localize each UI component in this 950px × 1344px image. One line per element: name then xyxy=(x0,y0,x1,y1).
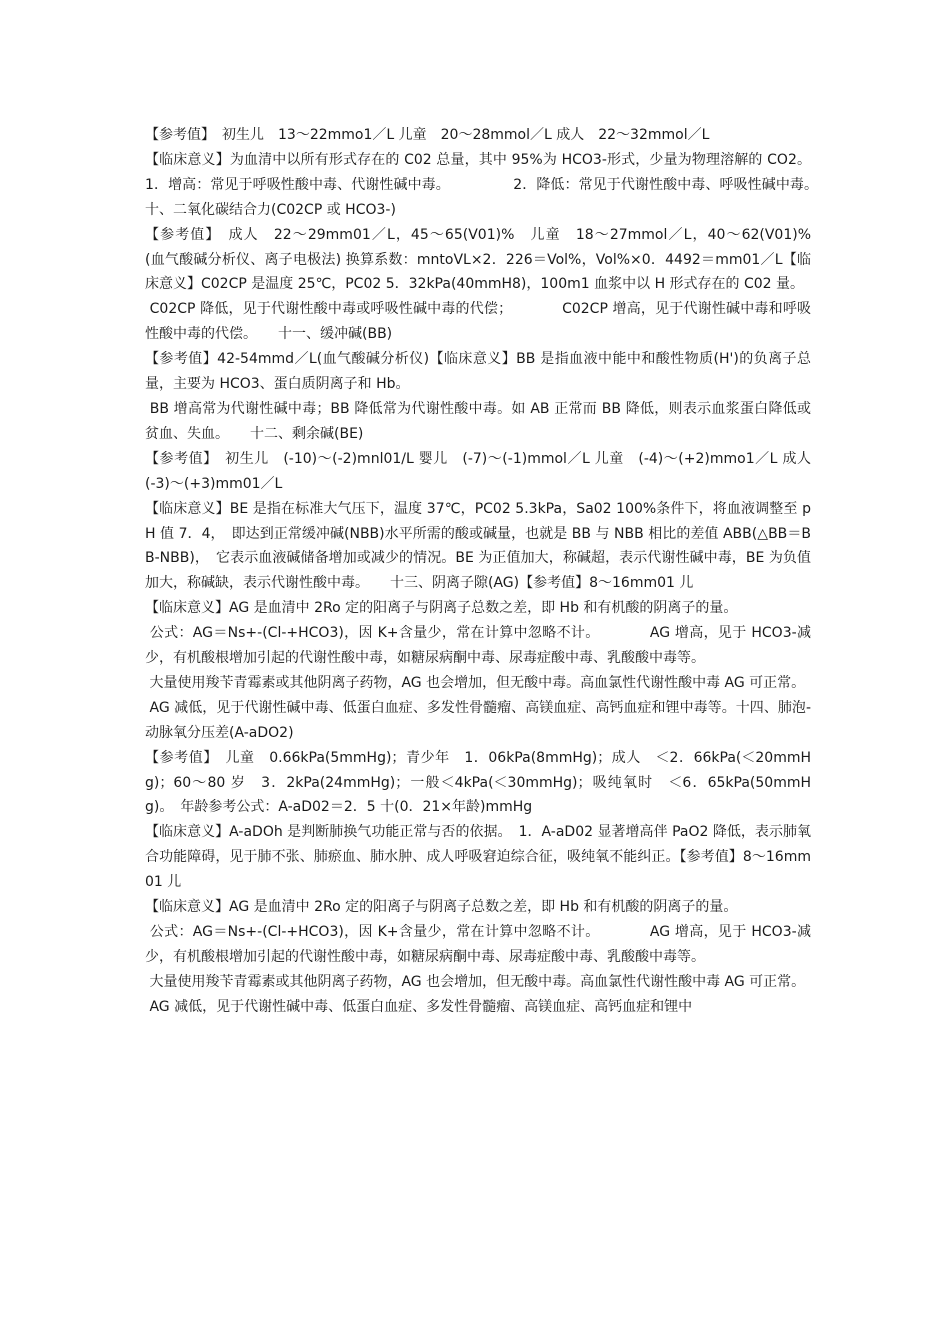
paragraph-bb-changes: BB 增高常为代谢性碱中毒；BB 降低常为代谢性酸中毒。如 AB 正常而 BB 降低，则表示血浆蛋白降低或贫血、失血。 十二、剩余碱(BE) xyxy=(145,400,811,442)
paragraph-co2cp-changes: C02CP 降低，见于代谢性酸中毒或呼吸性碱中毒的代偿； C02CP 增高，见于代谢性碱中毒和呼吸性酸中毒的代偿。 十一、缓冲碱(BB) xyxy=(145,301,812,343)
paragraph-ref-value-bb: 【参考值】42-54mmd／L(血气酸碱分析仪)【临床意义】BB 是指血液中能中和酸性物质(H')的负离子总量，主要为 HCO3、蛋白质阴离子和 Hb。 xyxy=(145,351,811,393)
paragraph-ref-value-be: 【参考值】 初生儿 (-10)～(-2)mnl01/L 婴儿 (-7)～(-1)mmol／L 儿童 (-4)～(+2)mmo1／L 成人 (-3)～(+3)mm01／L xyxy=(145,450,825,492)
paragraph-clinical-significance-ag: 【临床意义】AG 是血清中 2Ro 定的阳离子与阴离子总数之差，即 Hb 和有机酸的阴离子的量。 xyxy=(145,600,738,617)
paragraph-ref-value-co2cp: 【参考值】 成人 22～29mm01／L，45～65(V01)% 儿童 18～27mmol／L，40～62(V01)% (血气酸碱分析仪、离子电极法) 换算系数：mntoVL×2．226＝Vol%，Vol%×0．4492＝mm01／L【临床意义】C02CP 是温度 25℃，PC02 5．32kPa(40mmH8)，100m1 血浆中以 H 形式存在的 C02 量。 xyxy=(145,226,825,293)
paragraph-ag-decrease-repeat: AG 减低，见于代谢性碱中毒、低蛋白血症、多发性骨髓瘤、高镁血症、高钙血症和锂中 xyxy=(145,998,693,1015)
paragraph-ref-value-aado2: 【参考值】 儿童 0.66kPa(5mmHg)；青少年 1．06kPa(8mmHg)；成人 ＜2．66kPa(＜20mmHg)；60～80 岁 3．2kPa(24mmHg)；一般＜4kPa(＜30mmHg)；吸纯氧时 ＜6．65kPa(50mmHg)。 年龄参考公式：A-aD02＝2．5 十(0．21×年龄)mmHg xyxy=(145,749,811,816)
paragraph-clinical-significance-aado2: 【临床意义】A-aDOh 是判断肺换气功能正常与否的依据。 1．A-aD02 显著增高伴 PaO2 降低，表示肺氧合功能障碍，见于肺不张、肺瘀血、肺水肿、成人呼吸窘迫综合征，吸纯氧不能纠正。【参考值】8～16mm01 儿 xyxy=(145,824,811,891)
paragraph-ref-value-co2: 【参考值】 初生儿 13～22mmo1／L 儿童 20～28mmol／L 成人 22～32mmol／L xyxy=(145,127,710,143)
paragraph-ag-decrease: AG 减低，见于代谢性碱中毒、低蛋白血症、多发性骨髓瘤、高镁血症、高钙血症和锂中毒等。十四、肺泡-动脉氧分压差(A-aDO2) xyxy=(145,699,811,741)
paragraph-ag-drugs: 大量使用羧苄青霉素或其他阴离子药物，AG 也会增加，但无酸中毒。高血氯性代谢性酸中毒 AG 可正常。 xyxy=(145,674,806,691)
paragraph-ag-drugs-repeat: 大量使用羧苄青霉素或其他阴离子药物，AG 也会增加，但无酸中毒。高血氯性代谢性酸中毒 AG 可正常。 xyxy=(145,973,806,990)
paragraph-ag-formula-repeat: 公式：AG＝Ns+-(Cl-+HCO3)，因 K+含量少，常在计算中忽略不计。 AG 增高，见于 HCO3-减少，有机酸根增加引起的代谢性酸中毒，如糖尿病酮中毒、尿毒症酸中毒、乳酸酸中毒等。 xyxy=(145,924,811,965)
paragraph-clinical-significance-co2: 【临床意义】为血清中以所有形式存在的 C02 总量，其中 95%为 HCO3-形式，少量为物理溶解的 CO2。1．增高：常见于呼吸性酸中毒、代谢性碱中毒。 2．降低：常见于代谢性酸中毒、呼吸性碱中毒。 十、二氧化碳结合力(C02CP 或 HCO3-) xyxy=(145,151,853,218)
paragraph-clinical-significance-be: 【临床意义】BE 是指在标准大气压下，温度 37℃，PC02 5.3kPa，Sa02 100%条件下，将血液调整至 pH 值 7．4， 即达到正常缓冲碱(NBB)水平所需的酸或碱量，也就是 BB 与 NBB 相比的差值 ABB(△BB＝BB-NBB)， 它表示血液碱储备增加或减少的情况。BE 为正值加大，称碱超，表示代谢性碱中毒，BE 为负值加大，称碱缺，表示代谢性酸中毒。 十三、阴离子隙(AG)【参考值】8～16mm01 儿 xyxy=(145,500,811,592)
paragraph-clinical-significance-ag-repeat: 【临床意义】AG 是血清中 2Ro 定的阳离子与阴离子总数之差，即 Hb 和有机酸的阴离子的量。 xyxy=(145,899,738,916)
paragraph-ag-formula: 公式：AG＝Ns+-(Cl-+HCO3)，因 K+含量少，常在计算中忽略不计。 AG 增高，见于 HCO3-减少，有机酸根增加引起的代谢性酸中毒，如糖尿病酮中毒、尿毒症酸中毒、乳酸酸中毒等。 xyxy=(145,625,811,667)
document-body xyxy=(145,123,853,1020)
